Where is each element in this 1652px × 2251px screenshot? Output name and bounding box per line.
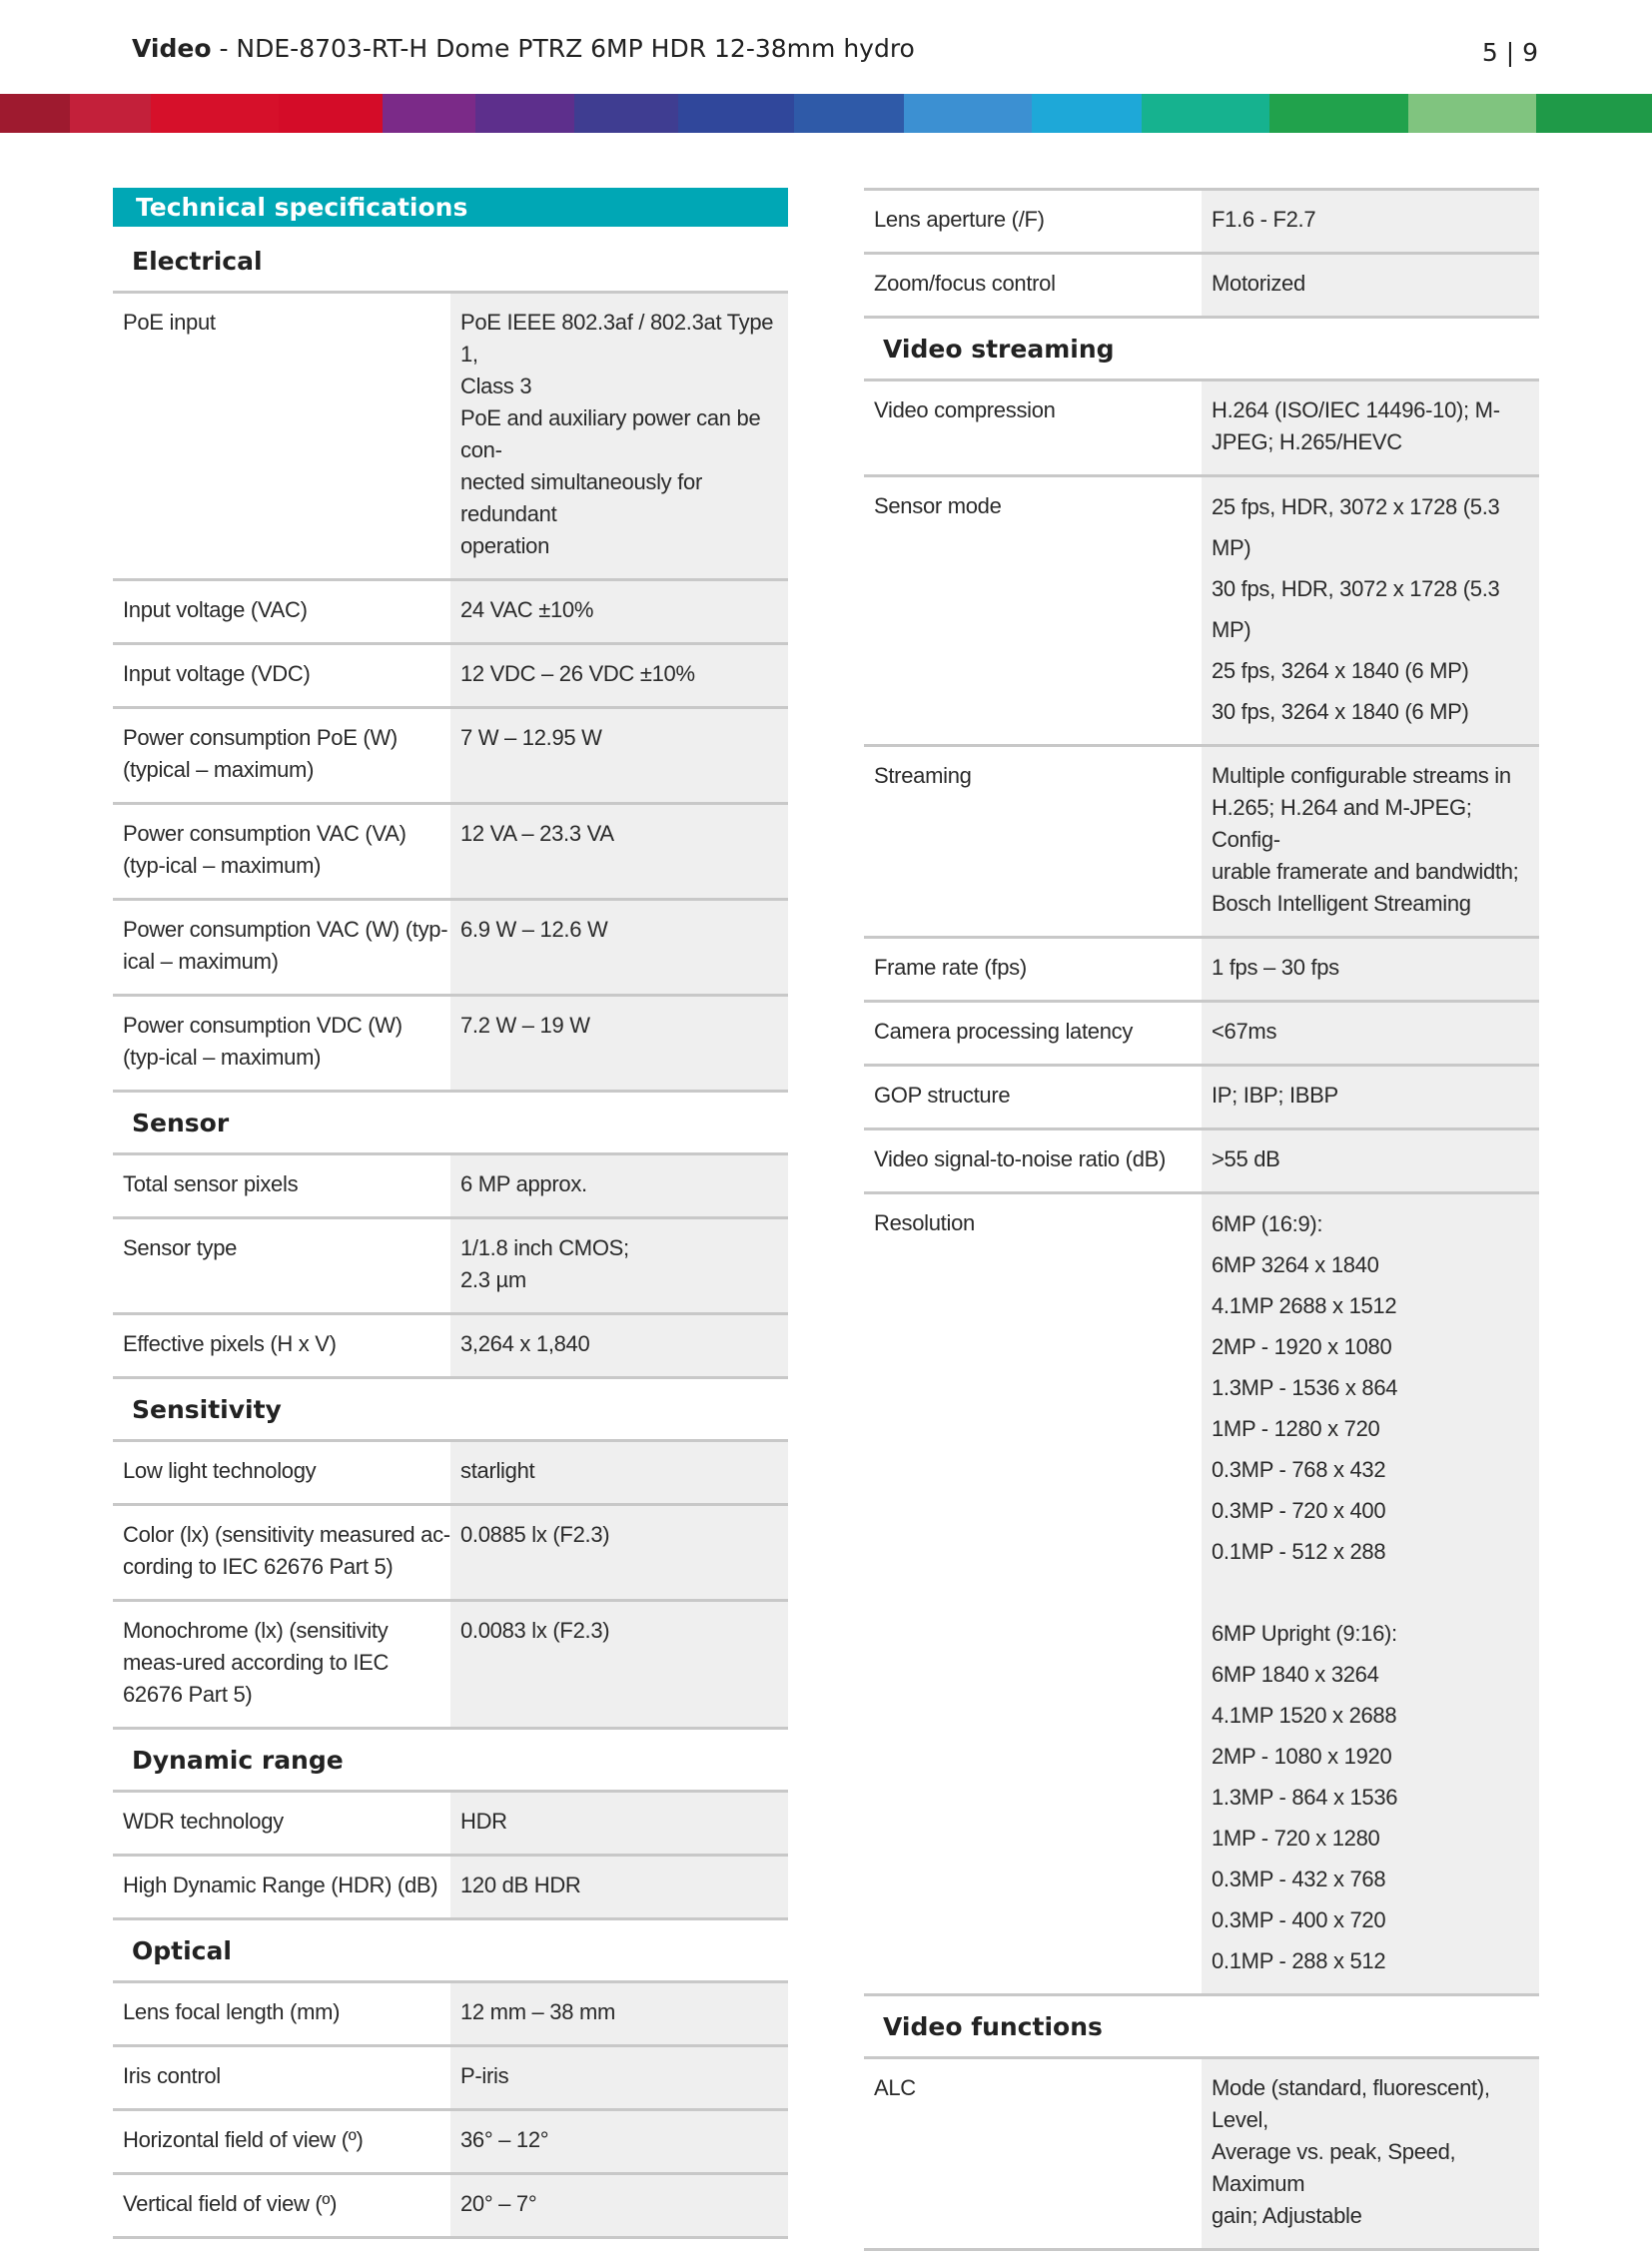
spec-value-line: 3,264 x 1,840 xyxy=(460,1331,590,1356)
spec-row-lens-focal-length-mm xyxy=(113,1983,788,2047)
spec-row-video-compression xyxy=(864,381,1539,477)
spec-value-line: >55 dB xyxy=(1212,1146,1280,1171)
spec-label: Monochrome (lx) (sensitivity meas-ured according to IEC 62676 Part 5) xyxy=(123,1618,390,1707)
brand-bar-segment xyxy=(151,94,279,133)
spec-value xyxy=(1202,1194,1539,1993)
spec-value-line: 24 VAC ±10% xyxy=(460,597,594,622)
brand-bar-segment xyxy=(794,94,904,133)
spec-row-color-lx-sensitivity-measured-ac-cording-to-iec-62676-part-5 xyxy=(113,1506,788,1602)
spec-value xyxy=(450,1602,788,1727)
left-column xyxy=(113,188,788,2239)
spec-value xyxy=(450,901,788,994)
spec-label: ALC xyxy=(874,2075,916,2100)
spec-value-line: starlight xyxy=(460,1458,535,1483)
spec-value xyxy=(450,645,788,706)
brand-color-bar xyxy=(0,94,1652,133)
spec-value-line: 7.2 W – 19 W xyxy=(460,1013,590,1038)
spec-label: Low light technology xyxy=(123,1458,317,1483)
spec-row-poe-input xyxy=(113,294,788,581)
brand-bar-segment xyxy=(904,94,1032,133)
spec-label: Video signal-to-noise ratio (dB) xyxy=(874,1146,1167,1171)
spec-label: Camera processing latency xyxy=(874,1019,1134,1044)
spec-row-power-consumption-vac-va-typ-ical-maximum xyxy=(113,805,788,901)
spec-row-low-light-technology xyxy=(113,1442,788,1506)
technical-specifications-banner: Technical specifications xyxy=(113,188,788,227)
brand-bar-segment xyxy=(279,94,383,133)
spec-label: Sensor type xyxy=(123,1235,238,1260)
spec-row-horizontal-field-of-view xyxy=(113,2111,788,2175)
section-heading-video-functions: Video functions xyxy=(864,1996,1539,2059)
spec-row-power-consumption-vac-w-typ-ical-maximum xyxy=(113,901,788,997)
spec-label: Vertical field of view (º) xyxy=(123,2191,338,2216)
spec-value-line: 2MP - 1920 x 1080 xyxy=(1212,1334,1392,1359)
spec-value-line xyxy=(1212,1572,1539,1613)
spec-label: Sensor mode xyxy=(874,493,1002,518)
spec-row-input-voltage-vac xyxy=(113,581,788,645)
spec-value xyxy=(450,1983,788,2044)
spec-value xyxy=(450,294,788,578)
spec-row-power-consumption-vdc-w-typ-ical-maximum xyxy=(113,997,788,1093)
spec-value-line: 6MP (16:9): xyxy=(1212,1211,1323,1236)
spec-value-line: urable framerate and bandwidth; xyxy=(1212,859,1519,884)
spec-label: High Dynamic Range (HDR) (dB) xyxy=(123,1873,438,1897)
spec-value-line: 0.0885 lx (F2.3) xyxy=(460,1522,610,1547)
spec-row-high-dynamic-range-hdr-db xyxy=(113,1857,788,1920)
spec-row-sensor-type xyxy=(113,1219,788,1315)
spec-value-line: <67ms xyxy=(1212,1019,1277,1044)
spec-row-camera-processing-latency xyxy=(864,1003,1539,1067)
spec-row-monochrome-lx-sensitivity-meas-ured-according-to-iec-62676-part-5 xyxy=(113,1602,788,1730)
spec-row-input-voltage-vdc xyxy=(113,645,788,709)
spec-label: Power consumption VDC (W) (typ-ical – maximum) xyxy=(123,1013,403,1070)
spec-label: Effective pixels (H x V) xyxy=(123,1331,337,1356)
spec-label: Iris control xyxy=(123,2063,221,2088)
spec-value-line: H.264 (ISO/IEC 14496-10); M- xyxy=(1212,397,1500,422)
section-heading-sensitivity: Sensitivity xyxy=(113,1379,788,1442)
spec-label: GOP structure xyxy=(874,1083,1011,1108)
document-title xyxy=(132,34,915,63)
spec-value-line: 6.9 W – 12.6 W xyxy=(460,917,608,942)
brand-bar-segment xyxy=(1032,94,1142,133)
spec-value-line: 4.1MP 2688 x 1512 xyxy=(1212,1293,1397,1318)
spec-row-total-sensor-pixels xyxy=(113,1155,788,1219)
spec-label: Frame rate (fps) xyxy=(874,955,1027,980)
spec-value xyxy=(450,1857,788,1917)
spec-value-line: 30 fps, 3264 x 1840 (6 MP) xyxy=(1212,699,1469,724)
spec-value-line: 25 fps, 3264 x 1840 (6 MP) xyxy=(1212,658,1469,683)
spec-row-frame-rate-fps xyxy=(864,939,1539,1003)
spec-value-line: Average vs. peak, Speed, Maximum xyxy=(1212,2139,1456,2196)
spec-value xyxy=(1202,1067,1539,1127)
spec-row-alc xyxy=(864,2059,1539,2251)
spec-value-line: 0.3MP - 400 x 720 xyxy=(1212,1907,1386,1932)
spec-value-line: 20° – 7° xyxy=(460,2191,537,2216)
spec-label: Streaming xyxy=(874,763,972,788)
spec-label: Color (lx) (sensitivity measured ac-cording to IEC 62676 Part 5) xyxy=(123,1522,450,1579)
spec-label: Horizontal field of view (º) xyxy=(123,2127,364,2152)
spec-label: Input voltage (VAC) xyxy=(123,597,308,622)
spec-value-line: 2.3 µm xyxy=(460,1267,526,1292)
spec-value-line: PoE and auxiliary power can be con- xyxy=(460,405,761,462)
spec-value xyxy=(450,997,788,1090)
page-header xyxy=(0,0,1652,94)
spec-value xyxy=(450,805,788,898)
spec-value xyxy=(1202,477,1539,744)
spec-label: Input voltage (VDC) xyxy=(123,661,311,686)
spec-value xyxy=(450,2047,788,2108)
spec-value-line: 6MP 3264 x 1840 xyxy=(1212,1252,1379,1277)
brand-bar-segment xyxy=(574,94,678,133)
spec-value-line: 1.3MP - 864 x 1536 xyxy=(1212,1785,1398,1810)
spec-label: Power consumption VAC (VA) (typ-ical – maximum) xyxy=(123,821,407,878)
spec-value-line: 12 VDC – 26 VDC ±10% xyxy=(460,661,695,686)
spec-row-lens-aperture-f xyxy=(864,188,1539,255)
spec-label: Zoom/focus control xyxy=(874,271,1056,296)
spec-row-video-signal-to-noise-ratio-db xyxy=(864,1130,1539,1194)
spec-value-line: F1.6 - F2.7 xyxy=(1212,207,1316,232)
spec-value-line: 1MP - 1280 x 720 xyxy=(1212,1416,1380,1441)
spec-value-line: gain; Adjustable xyxy=(1212,2203,1362,2228)
spec-value-line: 0.3MP - 432 x 768 xyxy=(1212,1867,1386,1891)
spec-value-line: 12 VA – 23.3 VA xyxy=(460,821,614,846)
brand-bar-segment xyxy=(678,94,794,133)
spec-value-line: 30 fps, HDR, 3072 x 1728 (5.3 MP) xyxy=(1212,576,1500,642)
spec-row-resolution xyxy=(864,1194,1539,1996)
spec-value-line: 6MP 1840 x 3264 xyxy=(1212,1662,1379,1687)
spec-value-line: Mode (standard, fluorescent), Level, xyxy=(1212,2075,1490,2132)
spec-value-line: 120 dB HDR xyxy=(460,1873,581,1897)
spec-value xyxy=(450,581,788,642)
spec-value xyxy=(1202,747,1539,936)
spec-row-streaming xyxy=(864,747,1539,939)
spec-value-line: IP; IBP; IBBP xyxy=(1212,1083,1338,1108)
spec-value-line: HDR xyxy=(460,1809,507,1834)
spec-value xyxy=(450,1793,788,1854)
spec-row-sensor-mode xyxy=(864,477,1539,747)
spec-value xyxy=(1202,1003,1539,1064)
spec-value-line: P-iris xyxy=(460,2063,509,2088)
spec-row-zoom-focus-control xyxy=(864,255,1539,319)
spec-label: Resolution xyxy=(874,1210,975,1235)
spec-label: Total sensor pixels xyxy=(123,1171,299,1196)
spec-value-line: 4.1MP 1520 x 2688 xyxy=(1212,1703,1397,1728)
spec-value xyxy=(450,2175,788,2236)
spec-value-line: operation xyxy=(460,533,550,558)
spec-value xyxy=(450,1315,788,1376)
spec-label: Video compression xyxy=(874,397,1056,422)
spec-label: Lens focal length (mm) xyxy=(123,1999,341,2024)
spec-value-line: Motorized xyxy=(1212,271,1305,296)
brand-bar-segment xyxy=(1269,94,1408,133)
spec-value xyxy=(1202,255,1539,316)
section-heading-dynamic-range: Dynamic range xyxy=(113,1730,788,1793)
spec-row-power-consumption-poe-w-typical-maximum xyxy=(113,709,788,805)
spec-label: Power consumption PoE (W) (typical – maximum) xyxy=(123,725,398,782)
document-title-category: Video xyxy=(132,34,212,63)
spec-value-line: 7 W – 12.95 W xyxy=(460,725,602,750)
brand-bar-segment xyxy=(70,94,151,133)
spec-value-line: 1.3MP - 1536 x 864 xyxy=(1212,1375,1398,1400)
spec-value-line: 0.3MP - 768 x 432 xyxy=(1212,1457,1386,1482)
spec-value-line: 25 fps, HDR, 3072 x 1728 (5.3 MP) xyxy=(1212,494,1500,560)
spec-value-line: 0.1MP - 512 x 288 xyxy=(1212,1539,1386,1564)
spec-value-line: PoE IEEE 802.3af / 802.3at Type 1, xyxy=(460,310,774,367)
spec-value-line: 1 fps – 30 fps xyxy=(1212,955,1339,980)
spec-value xyxy=(1202,2059,1539,2248)
spec-value-line: 2MP - 1080 x 1920 xyxy=(1212,1744,1392,1769)
brand-bar-segment xyxy=(475,94,574,133)
spec-label: PoE input xyxy=(123,310,216,335)
section-heading-video-streaming: Video streaming xyxy=(864,319,1539,381)
brand-bar-segment xyxy=(1536,94,1652,133)
spec-value xyxy=(450,1219,788,1312)
spec-value-line: Class 3 xyxy=(460,374,532,398)
spec-value-line: 0.3MP - 720 x 400 xyxy=(1212,1498,1386,1523)
spec-value xyxy=(1202,381,1539,474)
spec-value-line: 6 MP approx. xyxy=(460,1171,587,1196)
brand-bar-segment xyxy=(1408,94,1536,133)
spec-value-line: JPEG; H.265/HEVC xyxy=(1212,429,1402,454)
spec-value xyxy=(450,2111,788,2172)
section-heading-sensor: Sensor xyxy=(113,1093,788,1155)
brand-bar-segment xyxy=(0,94,70,133)
spec-value xyxy=(450,1155,788,1216)
brand-bar-segment xyxy=(1142,94,1269,133)
spec-row-vertical-field-of-view xyxy=(113,2175,788,2239)
spec-label: Power consumption VAC (W) (typ-ical – maximum) xyxy=(123,917,448,974)
spec-value xyxy=(1202,191,1539,252)
document-title-product: - NDE-8703-RT-H Dome PTRZ 6MP HDR 12-38mm hydro xyxy=(211,34,915,63)
spec-row-wdr-technology xyxy=(113,1793,788,1857)
spec-value xyxy=(1202,1130,1539,1191)
spec-label: WDR technology xyxy=(123,1809,284,1834)
spec-value-line: 1MP - 720 x 1280 xyxy=(1212,1826,1380,1851)
spec-label: Lens aperture (/F) xyxy=(874,207,1045,232)
spec-value-line: 1/1.8 inch CMOS; xyxy=(460,1235,629,1260)
spec-row-iris-control xyxy=(113,2047,788,2111)
spec-value xyxy=(1202,939,1539,1000)
spec-value-line: nected simultaneously for redundant xyxy=(460,469,702,526)
spec-value-line: 36° – 12° xyxy=(460,2127,549,2152)
right-column xyxy=(864,188,1539,2251)
spec-row-effective-pixels-h-x-v xyxy=(113,1315,788,1379)
spec-value-line: 12 mm – 38 mm xyxy=(460,1999,616,2024)
spec-value-line: 0.0083 lx (F2.3) xyxy=(460,1618,610,1643)
spec-value xyxy=(450,1442,788,1503)
spec-value-line: 0.1MP - 288 x 512 xyxy=(1212,1948,1386,1973)
brand-bar-segment xyxy=(383,94,475,133)
spec-value-line: H.265; H.264 and M-JPEG; Config- xyxy=(1212,795,1472,852)
spec-value-line: Bosch Intelligent Streaming xyxy=(1212,891,1471,916)
spec-value xyxy=(450,1506,788,1599)
section-heading-electrical: Electrical xyxy=(113,231,788,294)
spec-value xyxy=(450,709,788,802)
section-heading-optical: Optical xyxy=(113,1920,788,1983)
page-number: 5 | 9 xyxy=(1481,38,1538,67)
spec-value-line: 6MP Upright (9:16): xyxy=(1212,1621,1397,1646)
spec-value-line: Multiple configurable streams in xyxy=(1212,763,1511,788)
spec-row-gop-structure xyxy=(864,1067,1539,1130)
